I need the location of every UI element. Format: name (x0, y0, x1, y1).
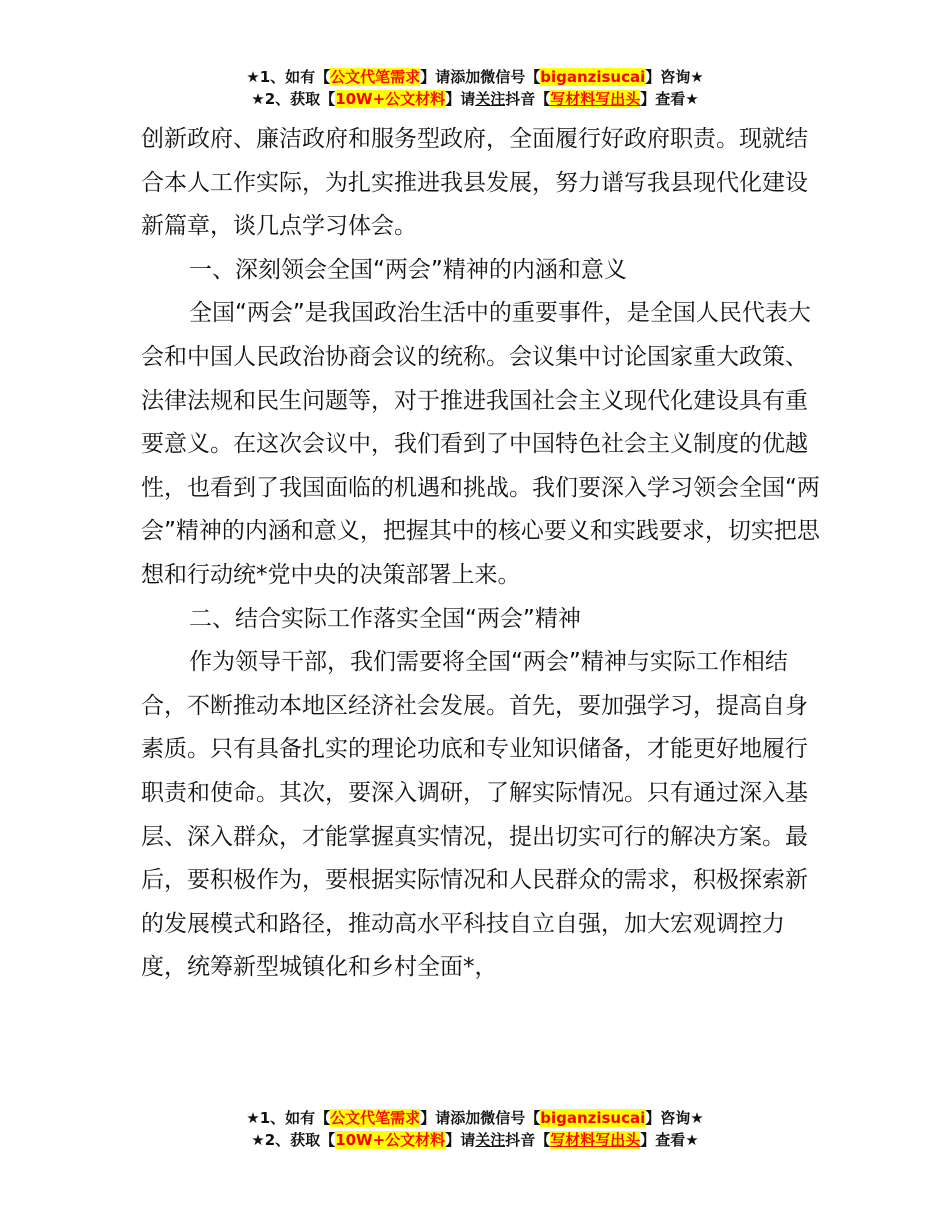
banner-underlined-text: 关注 (475, 1131, 506, 1149)
banner-line-1 (0, 1107, 950, 1129)
section-heading-2: 二、结合实际工作落实全国“两会”精神 (189, 605, 581, 632)
douyin-account-tag: 写材料写出头 (550, 90, 641, 108)
banner-text: ★2、获取【 (251, 90, 336, 108)
banner-text: 】咨询★ (645, 1109, 704, 1127)
banner-text: 】查看★ (640, 1131, 699, 1149)
paragraph: 全国“两会”是我国政治生活中的重要事件，是全国人民代表大会和中国人民政治协商会议的统称。会议集中讨论国家重大政策、法律法规和民生问题等，对于推进我国社会主义现代化建设具有重要意义。在这次会议中，我们看到了中国特色社会主义制度的优越性，也看到了我国面临的机遇和挑战。我们要深入学习领会全国“两会”精神的内涵和意义，把握其中的核心要义和实践要求，切实把思想和行动统*党中央的决策部署上来。 (141, 300, 820, 588)
section-heading-1: 一、深刻领会全国“两会”精神的内涵和意义 (189, 256, 627, 283)
banner-text: 】咨询★ (645, 68, 704, 86)
banner-line-2 (0, 88, 950, 110)
paragraph-continuation: 创新政府、廉洁政府和服务型政府，全面履行好政府职责。现就结合本人工作实际，为扎实推进我县发展，努力谱写我县现代化建设新篇章，谈几点学习体会。 (141, 126, 808, 240)
banner-text: 】请 (445, 90, 476, 108)
banner-text: 】请添加微信号【 (420, 1109, 541, 1127)
douyin-account-tag: 写材料写出头 (550, 1131, 641, 1149)
highlight-tag: 10W+公文材料 (335, 1131, 446, 1149)
banner-text: 】查看★ (640, 90, 699, 108)
banner-underlined-text: 关注 (475, 90, 506, 108)
banner-text: ★1、如有【 (246, 68, 331, 86)
banner-text: 抖音【 (505, 90, 551, 108)
highlight-tag: 公文代笔需求 (330, 68, 421, 86)
wechat-id-tag: biganzisucai (540, 1109, 646, 1127)
banner-text: 】请添加微信号【 (420, 68, 541, 86)
wechat-id-tag: biganzisucai (540, 68, 646, 86)
highlight-tag: 10W+公文材料 (335, 90, 446, 108)
paragraph: 作为领导干部，我们需要将全国“两会”精神与实际工作相结合，不断推动本地区经济社会发展。首先，要加强学习，提高自身素质。只有具备扎实的理论功底和专业知识储备，才能更好地履行职责和使命。其次，要深入调研，了解实际情况。只有通过深入基层、深入群众，才能掌握真实情况，提出切实可行的解决方案。最后，要积极作为，要根据实际情况和人民群众的需求，积极探索新的发展模式和路径，推动高水平科技自立自强，加大宏观调控力度，统筹新型城镇化和乡村全面*， (141, 649, 808, 981)
banner-text: ★2、获取【 (251, 1131, 336, 1149)
bottom-banner (0, 1107, 950, 1151)
banner-text: ★1、如有【 (246, 1109, 331, 1127)
highlight-tag: 公文代笔需求 (330, 1109, 421, 1127)
top-banner (0, 66, 950, 110)
banner-text: 】请 (445, 1131, 476, 1149)
banner-line-2 (0, 1129, 950, 1151)
document-body (141, 118, 825, 990)
banner-line-1 (0, 66, 950, 88)
banner-text: 抖音【 (505, 1131, 551, 1149)
